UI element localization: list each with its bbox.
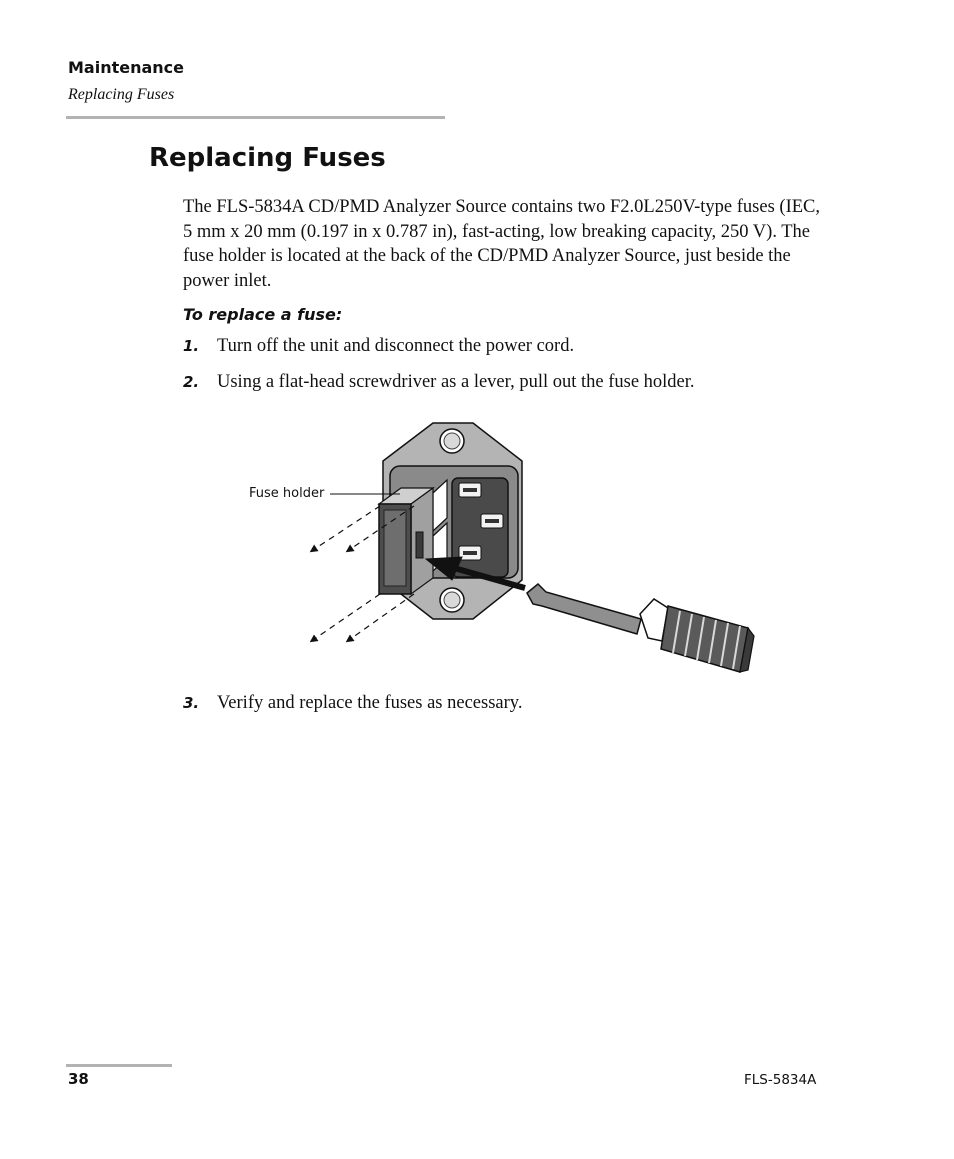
step-number: 1. [183, 337, 200, 355]
step-text: Using a flat-head screwdriver as a lever, pull out the fuse holder. [217, 372, 695, 392]
dashed-arrow-icon [349, 594, 414, 640]
fuse-holder-screwdriver-illustration [240, 418, 770, 680]
page-number: 38 [68, 1070, 89, 1088]
dashed-arrow-icon [313, 506, 380, 550]
footer-model-name: FLS-5834A [744, 1072, 817, 1088]
screwdriver-icon [527, 584, 754, 672]
footer-divider [66, 1064, 172, 1067]
fuse-holder-label: Fuse holder [249, 486, 325, 501]
step-text: Turn off the unit and disconnect the power cord. [217, 336, 575, 356]
page-title: Replacing Fuses [149, 143, 386, 173]
intro-paragraph: The FLS-5834A CD/PMD Analyzer Source contains two F2.0L250V-type fuses (IEC, 5 mm x 20 mm (0.197 in x 0.787 in), fast-acting, low breaking capacity, 250 V). The fuse holder is located at the back of the CD/PMD Analyzer Source, just beside the power inlet. [183, 197, 820, 291]
header-subsection-title: Replacing Fuses [68, 86, 175, 103]
procedure-title: To replace a fuse: [183, 305, 343, 324]
dashed-arrow-icon [313, 594, 380, 640]
running-header [68, 58, 184, 104]
header-divider [66, 116, 445, 119]
header-section-title: Maintenance [68, 58, 185, 77]
step-text: Verify and replace the fuses as necessary. [217, 693, 523, 713]
step-number: 3. [183, 694, 200, 712]
step-number: 2. [183, 373, 200, 391]
